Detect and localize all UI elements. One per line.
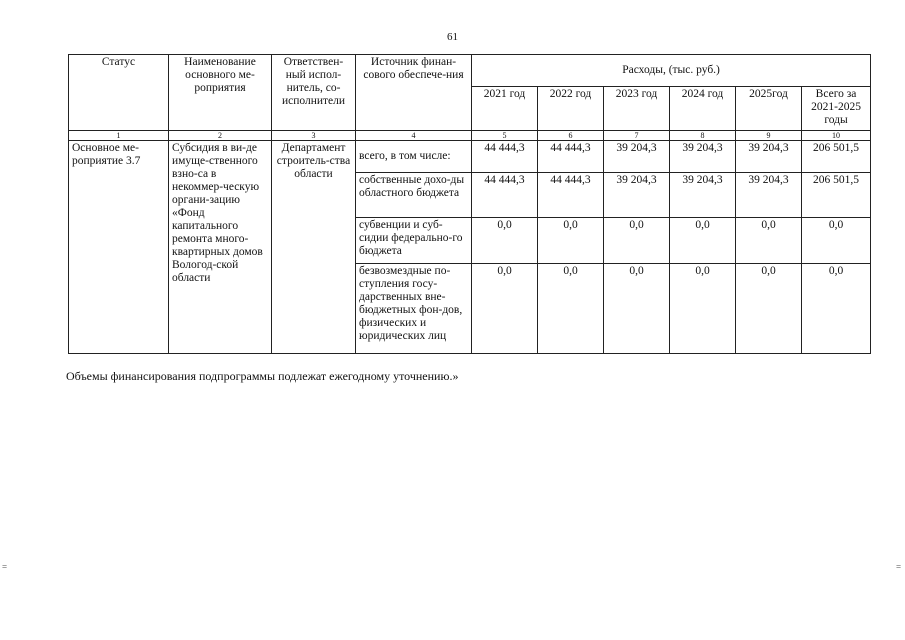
source-cell: всего, в том числе: xyxy=(356,141,472,173)
column-number: 5 xyxy=(472,131,538,141)
value-cell: 39 204,3 xyxy=(736,173,802,218)
header-status: Статус xyxy=(69,55,169,131)
page-number: 61 xyxy=(447,31,458,43)
header-year: 2021 год xyxy=(472,86,538,130)
value-cell: 0,0 xyxy=(472,263,538,353)
total-cell: 0,0 xyxy=(802,218,871,263)
column-number: 2 xyxy=(169,131,272,141)
value-cell: 39 204,3 xyxy=(670,173,736,218)
header-funding-source: Источник финан-сового обеспече-ния xyxy=(356,55,472,131)
total-cell: 206 501,5 xyxy=(802,173,871,218)
header-year: 2023 год xyxy=(604,86,670,130)
value-cell: 44 444,3 xyxy=(538,141,604,173)
financing-note: Объемы финансирования подпрограммы подлежат ежегодному уточнению.» xyxy=(66,369,459,383)
header-responsible: Ответствен-ный испол-нитель, со-исполнители xyxy=(272,55,356,131)
value-cell: 39 204,3 xyxy=(736,141,802,173)
column-number: 1 xyxy=(69,131,169,141)
header-year: 2025год xyxy=(736,86,802,130)
header-total: Всего за 2021-2025 годы xyxy=(802,86,871,130)
header-year: 2022 год xyxy=(538,86,604,130)
financing-table xyxy=(68,54,871,354)
scan-edge-mark-left: = xyxy=(2,562,8,572)
column-number: 4 xyxy=(356,131,472,141)
value-cell: 0,0 xyxy=(604,218,670,263)
column-number: 9 xyxy=(736,131,802,141)
responsible-cell: Департамент строитель-ства области xyxy=(272,141,356,354)
table-row xyxy=(69,141,871,173)
value-cell: 0,0 xyxy=(736,263,802,353)
header-expenses: Расходы, (тыс. руб.) xyxy=(472,55,871,87)
column-number: 3 xyxy=(272,131,356,141)
value-cell: 44 444,3 xyxy=(472,173,538,218)
value-cell: 39 204,3 xyxy=(670,141,736,173)
header-activity-name: Наименование основного ме-роприятия xyxy=(169,55,272,131)
column-number: 7 xyxy=(604,131,670,141)
activity-name-cell: Субсидия в ви-де имуще-ственного взно-са в некоммер-ческую органи-зацию «Фонд капитального ремонта много-квартирных домов Вологод-ской области xyxy=(169,141,272,354)
value-cell: 44 444,3 xyxy=(538,173,604,218)
total-cell: 0,0 xyxy=(802,263,871,353)
source-cell: собственные дохо-ды областного бюджета xyxy=(356,173,472,218)
value-cell: 44 444,3 xyxy=(472,141,538,173)
status-cell: Основное ме-роприятие 3.7 xyxy=(69,141,169,354)
total-cell: 206 501,5 xyxy=(802,141,871,173)
value-cell: 0,0 xyxy=(736,218,802,263)
value-cell: 39 204,3 xyxy=(604,173,670,218)
value-cell: 0,0 xyxy=(604,263,670,353)
scan-edge-mark-right: = xyxy=(896,562,902,572)
value-cell: 0,0 xyxy=(538,218,604,263)
column-number: 8 xyxy=(670,131,736,141)
source-cell: субвенции и суб-сидии федерально-го бюджета xyxy=(356,218,472,263)
value-cell: 0,0 xyxy=(670,218,736,263)
value-cell: 0,0 xyxy=(670,263,736,353)
column-number: 10 xyxy=(802,131,871,141)
value-cell: 0,0 xyxy=(472,218,538,263)
value-cell: 39 204,3 xyxy=(604,141,670,173)
value-cell: 0,0 xyxy=(538,263,604,353)
header-year: 2024 год xyxy=(670,86,736,130)
source-cell: безвозмездные по-ступления госу-дарственных вне-бюджетных фон-дов, физических и юридических лиц xyxy=(356,263,472,353)
column-number: 6 xyxy=(538,131,604,141)
